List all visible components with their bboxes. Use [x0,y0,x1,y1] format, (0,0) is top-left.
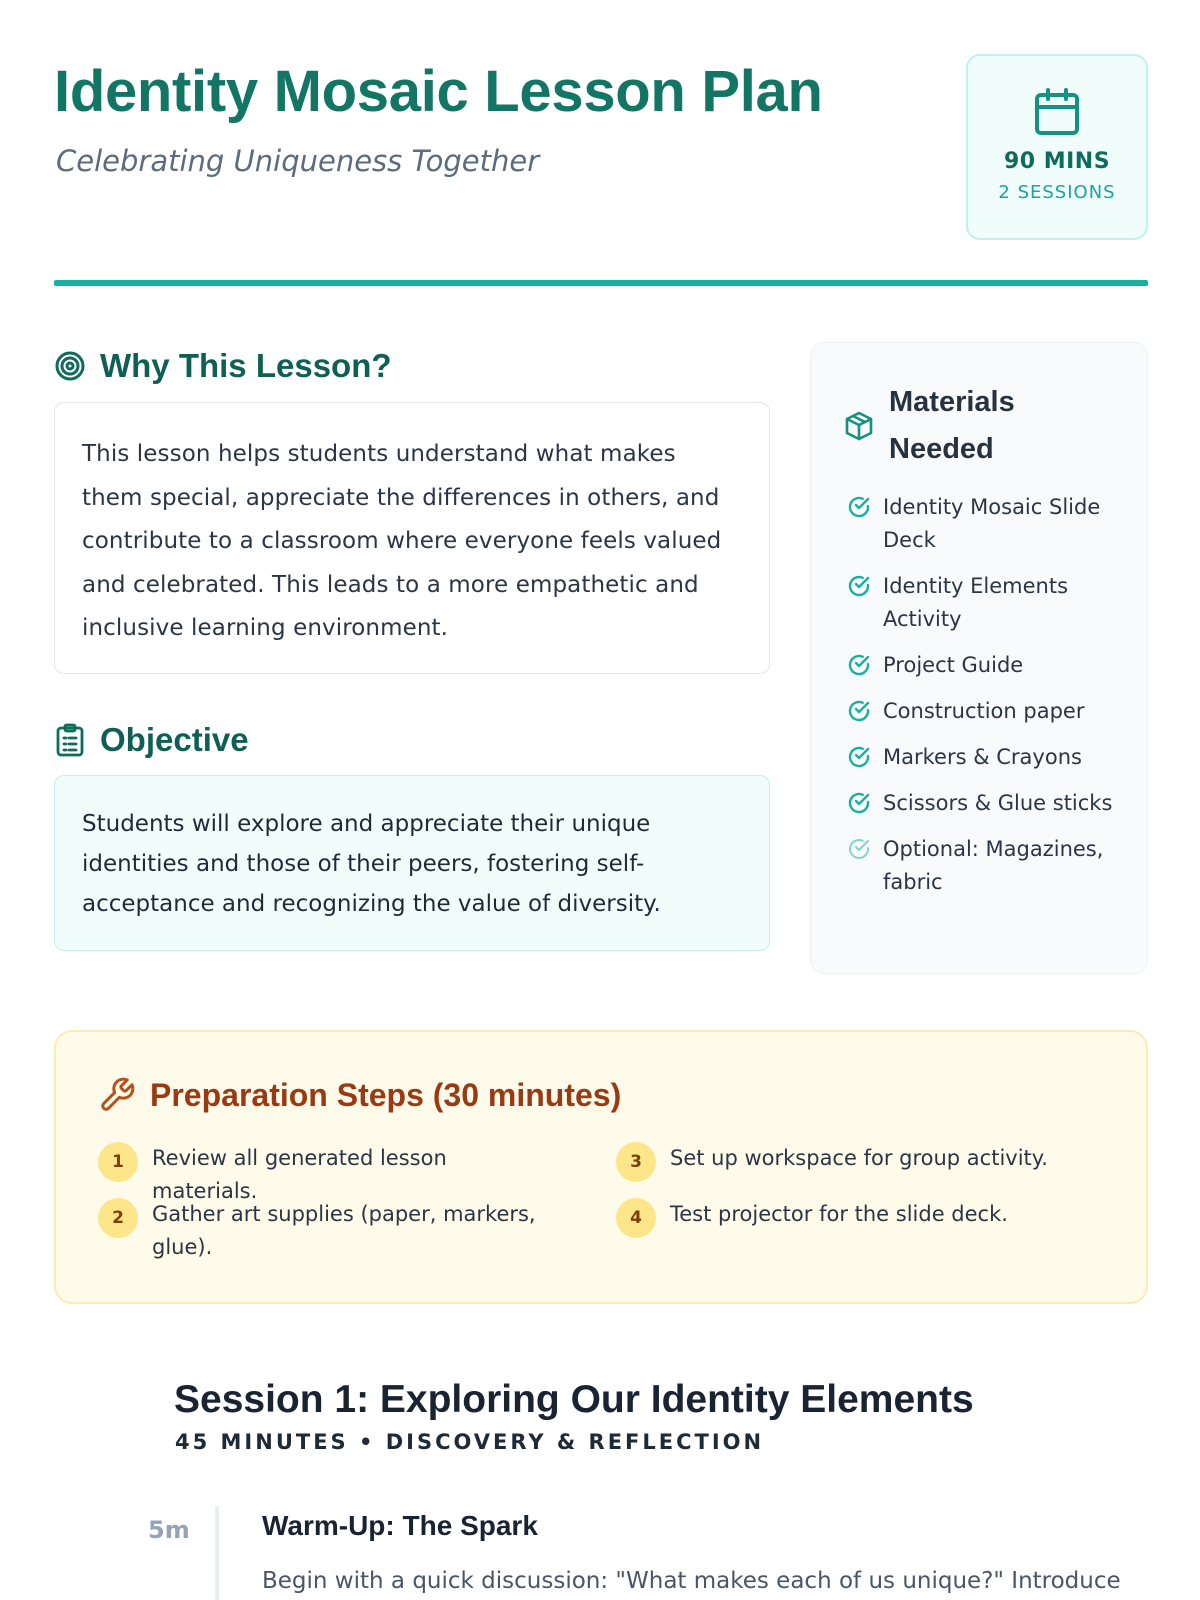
step-text: Set up workspace for group activity. [670,1146,1048,1170]
check-circle-icon [847,653,871,677]
timeline-line [215,1506,219,1600]
materials-heading-text: Materials Needed [889,386,1015,465]
check-circle-icon [847,574,871,598]
preparation-card [54,1030,1148,1304]
preparation-heading-text: Preparation Steps (30 minutes) [150,1076,622,1113]
material-label: Optional: Magazines, fabric [883,837,1104,894]
wrench-icon [98,1076,136,1114]
material-label: Markers & Crayons [883,745,1082,769]
check-circle-icon [847,699,871,723]
material-item [847,833,1127,899]
calendar-icon [1033,87,1081,137]
preparation-heading [98,1076,621,1114]
step-number: 3 [616,1142,656,1182]
objective-card [54,775,770,951]
material-label: Project Guide [883,653,1024,677]
activity-description: Begin with a quick discussion: "What makes each of us unique?" Introduce [262,1568,1121,1594]
material-item [847,741,1127,774]
session-title: Session 1: Exploring Our Identity Elements [174,1378,974,1421]
material-item [847,695,1127,728]
materials-panel [810,342,1148,974]
package-icon [845,411,873,441]
material-item [847,491,1127,557]
step-text: Test projector for the slide deck. [670,1202,1008,1226]
prep-step [616,1198,1096,1238]
material-label: Identity Elements Activity [883,574,1069,631]
check-circle-icon [847,791,871,815]
material-item [847,570,1127,636]
activity-time: 5m [148,1516,190,1544]
material-item [847,787,1127,820]
prep-step [616,1142,1096,1182]
duration-minutes: 90 MINS [1003,149,1111,174]
check-circle-icon [847,495,871,519]
prep-step [98,1198,558,1264]
materials-list [847,491,1127,912]
step-number: 4 [616,1198,656,1238]
why-heading-text: Why This Lesson? [100,347,392,384]
session-meta: 45 MINUTES • DISCOVERY & REFLECTION [175,1430,765,1454]
materials-heading [845,379,1049,473]
target-icon [54,350,86,382]
step-text: Review all generated lesson materials. [152,1146,447,1203]
why-body: This lesson helps students understand what makes them special, appreciate the differences in others, and contribute to a classroom where everyone feels valued and celebrated. This leads to a more empathetic and inclusive learning environment. [82,441,722,641]
objective-body: Students will explore and appreciate their unique identities and those of their peers, fostering self-acceptance and recognizing the value of diversity. [82,811,661,917]
step-number: 1 [98,1142,138,1182]
check-circle-icon [847,837,871,861]
material-item [847,649,1127,682]
why-heading [54,346,392,386]
page-subtitle: Celebrating Uniqueness Together [56,144,540,178]
duration-sessions: 2 SESSIONS [998,182,1116,203]
header-divider [54,280,1148,286]
material-label: Identity Mosaic Slide Deck [883,495,1101,552]
page-title: Identity Mosaic Lesson Plan [54,59,823,124]
duration-card [966,54,1148,240]
lesson-header [54,54,1148,244]
material-label: Scissors & Glue sticks [883,791,1113,815]
activity-title: Warm-Up: The Spark [262,1510,538,1541]
clipboard-icon [54,724,86,756]
objective-heading [54,720,249,760]
why-card [54,402,770,674]
step-number: 2 [98,1198,138,1238]
material-label: Construction paper [883,699,1085,723]
check-circle-icon [847,745,871,769]
objective-heading-text: Objective [100,721,249,758]
step-text: Gather art supplies (paper, markers, glue). [152,1202,536,1259]
